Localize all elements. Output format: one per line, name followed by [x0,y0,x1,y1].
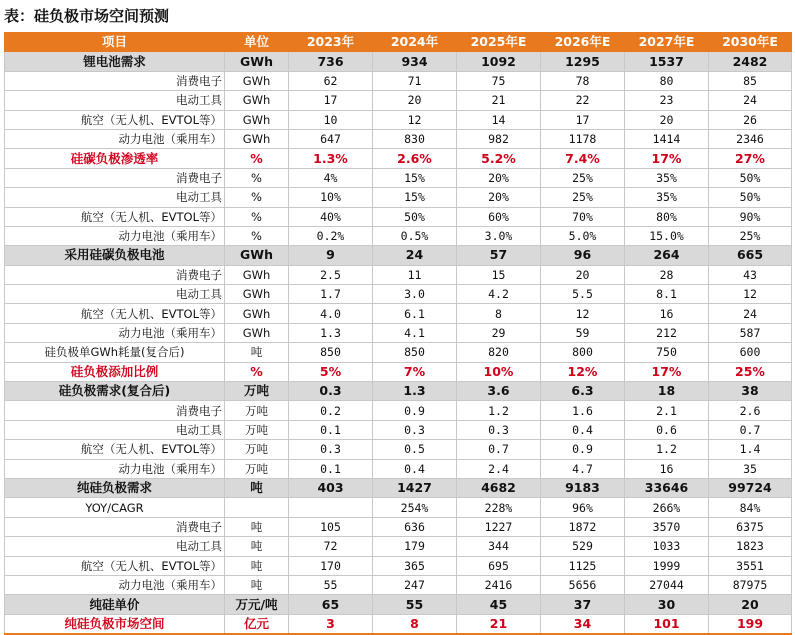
table-cell: 636 [373,517,457,536]
table-row [5,71,792,90]
table-cell: 37 [541,595,625,614]
table-cell: 14 [457,110,541,129]
table-cell: 4.7 [541,459,625,478]
row-label: 动力电池（乘用车） [5,323,225,342]
row-label: 消费电子 [5,168,225,187]
table-cell: 1227 [457,517,541,536]
table-cell: 0.1 [289,459,373,478]
table-cell: 10 [289,110,373,129]
table-cell: 35 [709,459,792,478]
table-cell: 24 [709,304,792,323]
table-cell: 6375 [709,517,792,536]
table-cell: 22 [541,91,625,110]
table-row [5,498,792,517]
row-label: 采用硅碳负极电池 [5,246,225,265]
row-unit: % [225,362,289,381]
table-cell: 1295 [541,52,625,71]
table-cell: 12 [541,304,625,323]
row-unit: % [225,207,289,226]
table-cell: 5.5 [541,285,625,304]
row-unit: 万元/吨 [225,595,289,614]
row-unit: 吨 [225,478,289,497]
table-row [5,537,792,556]
table-cell: 24 [373,246,457,265]
table-cell: 101 [625,614,709,634]
table-cell: 1.2 [625,440,709,459]
table-cell: 8 [373,614,457,634]
table-cell: 20 [373,91,457,110]
table-cell: 1033 [625,537,709,556]
column-header: 2030年E [709,33,792,52]
row-label: 电动工具 [5,420,225,439]
row-unit: GWh [225,52,289,71]
table-row [5,304,792,323]
table-cell: 830 [373,129,457,148]
row-label: 锂电池需求 [5,52,225,71]
row-unit: 吨 [225,537,289,556]
row-label: 动力电池（乘用车） [5,129,225,148]
row-label: 消费电子 [5,401,225,420]
row-unit: 吨 [225,517,289,536]
column-header: 2026年E [541,33,625,52]
table-cell: 26 [709,110,792,129]
table-cell: 4682 [457,478,541,497]
row-unit: GWh [225,129,289,148]
row-unit: 万吨 [225,401,289,420]
row-unit: GWh [225,323,289,342]
table-cell: 2416 [457,575,541,594]
table-cell: 9 [289,246,373,265]
table-cell: 1.4 [709,440,792,459]
table-cell: 1427 [373,478,457,497]
table-cell: 1125 [541,556,625,575]
row-label: 动力电池（乘用车） [5,575,225,594]
table-row [5,246,792,265]
table-cell: 4.1 [373,323,457,342]
table-cell: 5.2% [457,149,541,168]
table-cell: 5656 [541,575,625,594]
table-cell: 59 [541,323,625,342]
table-cell: 20 [625,110,709,129]
table-cell: 1.7 [289,285,373,304]
table-cell: 105 [289,517,373,536]
table-row [5,285,792,304]
table-row [5,129,792,148]
table-cell: 28 [625,265,709,284]
table-cell: 179 [373,537,457,556]
table-cell: 62 [289,71,373,90]
table-cell: 0.4 [541,420,625,439]
table-cell: 0.6 [625,420,709,439]
table-row [5,517,792,536]
table-cell: 0.3 [289,382,373,401]
table-cell: 4% [289,168,373,187]
table-row [5,323,792,342]
table-cell: 850 [373,343,457,362]
row-label: 硅负极单GWh耗量(复合后) [5,343,225,362]
table-row [5,459,792,478]
table-cell: 982 [457,129,541,148]
row-label: 电动工具 [5,537,225,556]
table-cell: 96 [541,246,625,265]
row-label: 纯硅单价 [5,595,225,614]
table-row [5,478,792,497]
table-row [5,265,792,284]
table-cell: 17% [625,149,709,168]
table-cell: 80 [625,71,709,90]
table-cell: 695 [457,556,541,575]
table-cell: 247 [373,575,457,594]
table-row [5,362,792,381]
row-unit: 万吨 [225,382,289,401]
row-label: 航空（无人机、EVTOL等） [5,556,225,575]
column-header: 2024年 [373,33,457,52]
table-cell: 3.6 [457,382,541,401]
table-cell: 20% [457,188,541,207]
table-cell: 1092 [457,52,541,71]
table-cell: 40% [289,207,373,226]
table-cell: 87975 [709,575,792,594]
table-cell: 50% [373,207,457,226]
row-label: YOY/CAGR [5,498,225,517]
row-label: 消费电子 [5,265,225,284]
row-label: 动力电池（乘用车） [5,226,225,245]
row-unit: % [225,226,289,245]
table-cell: 1.3 [373,382,457,401]
table-cell: 1537 [625,52,709,71]
table-cell: 800 [541,343,625,362]
table-cell: 65 [289,595,373,614]
table-cell: 3570 [625,517,709,536]
table-cell: 6.1 [373,304,457,323]
table-cell: 25% [541,188,625,207]
table-row [5,207,792,226]
table-cell: 254% [373,498,457,517]
table-cell: 1178 [541,129,625,148]
row-unit: GWh [225,110,289,129]
table-cell: 8 [457,304,541,323]
table-cell: 2.5 [289,265,373,284]
column-header: 2027年E [625,33,709,52]
table-cell: 0.7 [457,440,541,459]
row-unit: % [225,188,289,207]
column-header: 项目 [5,33,225,52]
table-cell: 85 [709,71,792,90]
row-label: 消费电子 [5,71,225,90]
table-cell: 17 [541,110,625,129]
table-cell: 2482 [709,52,792,71]
table-cell: 3551 [709,556,792,575]
table-cell: 934 [373,52,457,71]
row-label: 航空（无人机、EVTOL等） [5,440,225,459]
table-cell: 20% [457,168,541,187]
table-cell: 5.0% [541,226,625,245]
table-cell: 0.2 [289,401,373,420]
table-cell: 0.3 [457,420,541,439]
table-cell: 80% [625,207,709,226]
table-cell: 15 [457,265,541,284]
row-label: 电动工具 [5,91,225,110]
table-row [5,91,792,110]
table-cell: 78 [541,71,625,90]
row-unit: GWh [225,71,289,90]
table-cell: 50% [709,168,792,187]
table-cell: 99724 [709,478,792,497]
table-cell [289,498,373,517]
table-cell: 50% [709,188,792,207]
table-cell: 35% [625,168,709,187]
row-label: 硅碳负极渗透率 [5,149,225,168]
row-label: 航空（无人机、EVTOL等） [5,304,225,323]
table-cell: 27% [709,149,792,168]
table-cell: 600 [709,343,792,362]
row-unit: 吨 [225,343,289,362]
row-unit: 吨 [225,556,289,575]
table-cell: 9183 [541,478,625,497]
table-row [5,440,792,459]
table-row [5,575,792,594]
market-forecast-table [4,32,792,635]
table-cell: 55 [289,575,373,594]
table-cell: 23 [625,91,709,110]
table-cell: 11 [373,265,457,284]
table-cell: 27044 [625,575,709,594]
table-cell: 228% [457,498,541,517]
table-cell: 3.0% [457,226,541,245]
table-row [5,382,792,401]
row-label: 纯硅负极市场空间 [5,614,225,634]
table-cell: 2346 [709,129,792,148]
row-unit: GWh [225,246,289,265]
table-cell: 84% [709,498,792,517]
row-unit: 吨 [225,575,289,594]
table-cell: 25% [709,362,792,381]
table-row [5,226,792,245]
table-cell: 96% [541,498,625,517]
table-cell: 0.9 [373,401,457,420]
column-header: 2023年 [289,33,373,52]
table-cell: 264 [625,246,709,265]
table-cell: 57 [457,246,541,265]
table-cell: 647 [289,129,373,148]
table-cell: 1823 [709,537,792,556]
table-row [5,343,792,362]
table-cell: 15% [373,188,457,207]
table-cell: 7.4% [541,149,625,168]
row-unit: 亿元 [225,614,289,634]
table-cell: 17% [625,362,709,381]
table-cell: 365 [373,556,457,575]
table-cell: 15% [373,168,457,187]
table-cell: 0.9 [541,440,625,459]
table-row [5,188,792,207]
table-cell: 17 [289,91,373,110]
row-unit: % [225,168,289,187]
table-cell: 35% [625,188,709,207]
table-cell: 5% [289,362,373,381]
table-cell: 30 [625,595,709,614]
table-row [5,401,792,420]
table-cell: 6.3 [541,382,625,401]
table-cell: 736 [289,52,373,71]
table-cell: 10% [457,362,541,381]
table-cell: 10% [289,188,373,207]
table-row [5,556,792,575]
table-cell: 16 [625,304,709,323]
table-cell: 212 [625,323,709,342]
row-label: 硅负极需求(复合后) [5,382,225,401]
table-cell: 20 [709,595,792,614]
table-cell: 70% [541,207,625,226]
table-cell: 170 [289,556,373,575]
table-cell: 0.2% [289,226,373,245]
table-cell: 587 [709,323,792,342]
table-row [5,614,792,634]
table-cell: 1414 [625,129,709,148]
row-label: 硅负极添加比例 [5,362,225,381]
table-row [5,149,792,168]
table-cell: 16 [625,459,709,478]
table-cell: 55 [373,595,457,614]
table-cell: 45 [457,595,541,614]
table-cell: 25% [709,226,792,245]
table-cell: 2.4 [457,459,541,478]
table-cell: 4.0 [289,304,373,323]
table-cell: 21 [457,91,541,110]
row-unit: % [225,149,289,168]
table-cell: 0.3 [373,420,457,439]
table-cell: 0.7 [709,420,792,439]
table-cell: 18 [625,382,709,401]
table-cell: 25% [541,168,625,187]
table-cell: 21 [457,614,541,634]
table-row [5,52,792,71]
table-cell: 33646 [625,478,709,497]
table-cell: 43 [709,265,792,284]
table-cell: 1.2 [457,401,541,420]
table-cell: 38 [709,382,792,401]
table-cell: 2.6% [373,149,457,168]
table-cell: 750 [625,343,709,362]
table-cell: 529 [541,537,625,556]
column-header: 2025年E [457,33,541,52]
table-cell: 820 [457,343,541,362]
table-cell: 75 [457,71,541,90]
table-cell: 3 [289,614,373,634]
row-label: 电动工具 [5,285,225,304]
row-unit [225,498,289,517]
table-cell: 24 [709,91,792,110]
table-cell: 0.1 [289,420,373,439]
table-cell: 34 [541,614,625,634]
table-row [5,420,792,439]
table-cell: 266% [625,498,709,517]
table-cell: 8.1 [625,285,709,304]
table-cell: 7% [373,362,457,381]
row-unit: GWh [225,304,289,323]
row-unit: 万吨 [225,420,289,439]
table-cell: 12 [373,110,457,129]
table-cell: 199 [709,614,792,634]
table-cell: 0.5 [373,440,457,459]
table-cell: 0.3 [289,440,373,459]
table-cell: 15.0% [625,226,709,245]
table-cell: 72 [289,537,373,556]
table-cell: 12% [541,362,625,381]
table-cell: 403 [289,478,373,497]
table-cell: 2.1 [625,401,709,420]
row-label: 航空（无人机、EVTOL等） [5,207,225,226]
table-cell: 1999 [625,556,709,575]
table-cell: 1.3% [289,149,373,168]
table-cell: 4.2 [457,285,541,304]
table-cell: 12 [709,285,792,304]
table-cell: 3.0 [373,285,457,304]
table-row [5,110,792,129]
table-cell: 60% [457,207,541,226]
table-header-row [5,33,792,52]
table-cell: 71 [373,71,457,90]
row-unit: GWh [225,265,289,284]
row-unit: GWh [225,91,289,110]
row-unit: GWh [225,285,289,304]
row-label: 航空（无人机、EVTOL等） [5,110,225,129]
table-row [5,595,792,614]
table-cell: 665 [709,246,792,265]
table-cell: 20 [541,265,625,284]
table-cell: 1.6 [541,401,625,420]
row-label: 动力电池（乘用车） [5,459,225,478]
table-cell: 0.4 [373,459,457,478]
table-cell: 1.3 [289,323,373,342]
table-cell: 0.5% [373,226,457,245]
table-body [5,52,792,634]
table-cell: 29 [457,323,541,342]
table-cell: 850 [289,343,373,362]
table-row [5,168,792,187]
table-cell: 344 [457,537,541,556]
row-label: 电动工具 [5,188,225,207]
table-cell: 1872 [541,517,625,536]
table-cell: 90% [709,207,792,226]
row-unit: 万吨 [225,459,289,478]
row-label: 消费电子 [5,517,225,536]
table-cell: 2.6 [709,401,792,420]
page-title: 表：硅负极市场空间预测 [4,7,170,25]
row-label: 纯硅负极需求 [5,478,225,497]
row-unit: 万吨 [225,440,289,459]
column-header: 单位 [225,33,289,52]
